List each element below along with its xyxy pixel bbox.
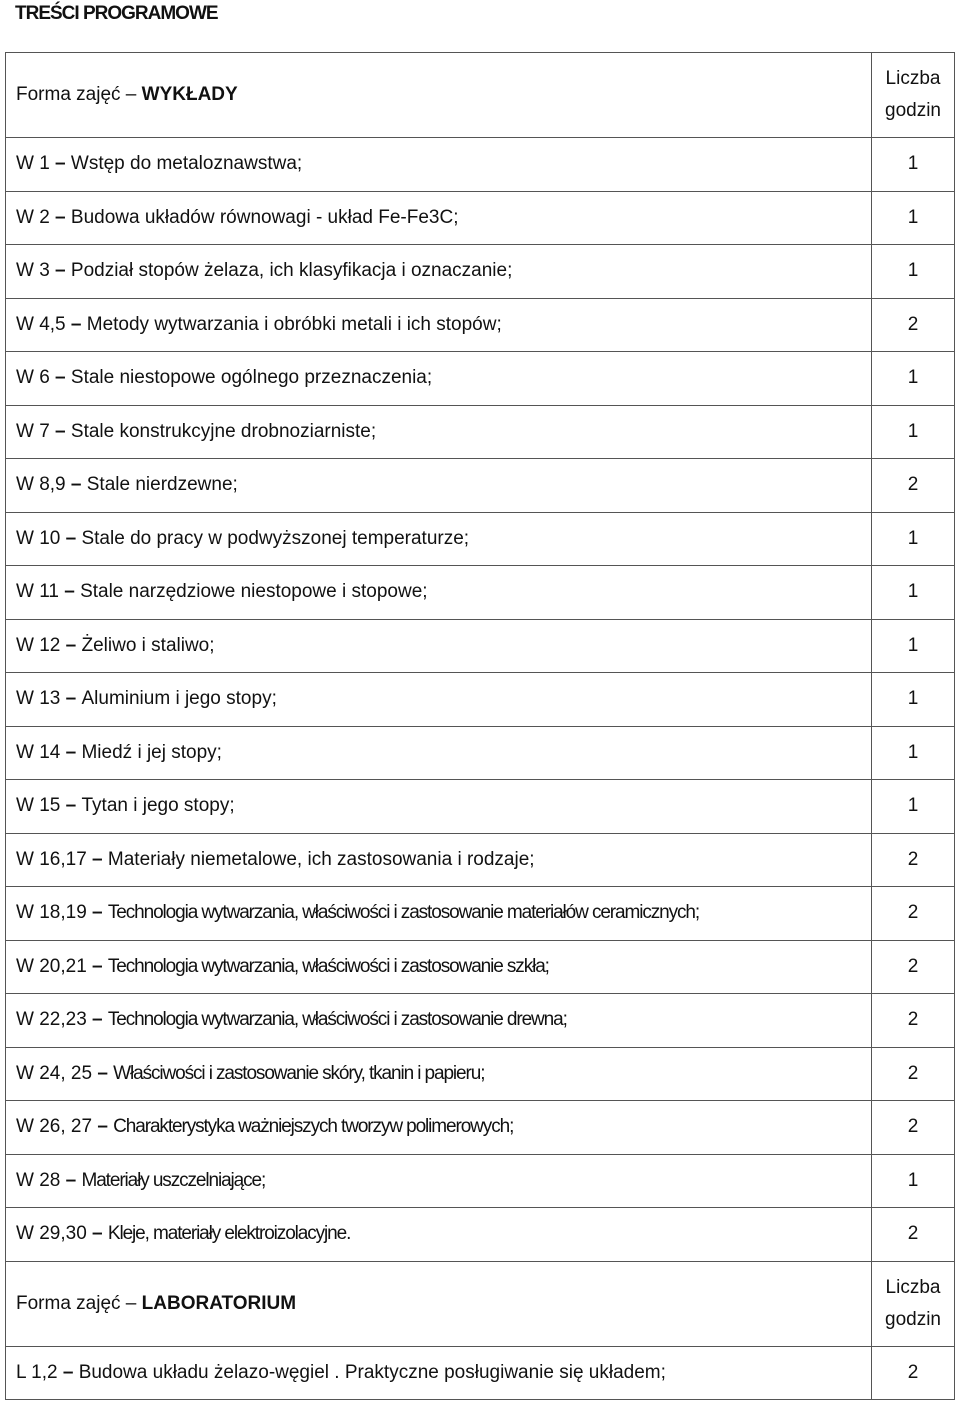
lecture-code: W 12	[16, 634, 61, 656]
form-value: WYKŁADY	[141, 84, 238, 105]
program-content-table	[5, 52, 955, 1400]
lecture-row	[6, 138, 955, 192]
lecture-topic: Aluminium i jego stopy;	[81, 688, 277, 710]
dash-separator: –	[60, 527, 82, 549]
dash-separator: –	[49, 367, 71, 389]
laboratory-topic-cell	[6, 1346, 872, 1400]
lecture-hours: 2	[872, 940, 955, 994]
lecture-topic: Właściwości i zastosowanie skóry, tkanin i papieru;	[113, 1062, 485, 1084]
lecture-topic: Technologia wytwarzania, właściwości i zastosowanie drewna;	[107, 1009, 567, 1031]
lecture-topic-cell	[6, 352, 872, 406]
lecture-topic: Tytan i jego stopy;	[81, 795, 235, 817]
lecture-code: W 28	[16, 1169, 61, 1191]
dash-separator: –	[65, 313, 87, 335]
lecture-row	[6, 887, 955, 941]
lecture-topic-cell	[6, 1101, 872, 1155]
lecture-topic: Stale do pracy w podwyższonej temperaturze;	[81, 527, 470, 549]
lecture-topic-cell	[6, 994, 872, 1048]
lecture-code: W 8,9	[16, 474, 66, 496]
dash-separator: –	[86, 1223, 108, 1245]
laboratory-hours: 2	[872, 1346, 955, 1400]
laboratory-form-cell	[6, 1261, 872, 1346]
dash-separator: –	[60, 634, 82, 656]
lecture-topic: Stale nierdzewne;	[86, 474, 238, 496]
dash-separator: –	[92, 1062, 114, 1084]
lecture-hours: 1	[872, 191, 955, 245]
lecture-hours: 2	[872, 994, 955, 1048]
lecture-row	[6, 619, 955, 673]
lecture-row	[6, 245, 955, 299]
section-heading: TREŚCI PROGRAMOWE	[15, 3, 218, 24]
lecture-code: W 7	[16, 420, 50, 442]
lecture-hours: 1	[872, 726, 955, 780]
lecture-topic-cell	[6, 726, 872, 780]
hours-header-line2: godzin	[885, 100, 941, 121]
lecture-row	[6, 1154, 955, 1208]
lecture-topic-cell	[6, 887, 872, 941]
dash-separator: –	[49, 206, 71, 228]
lecture-hours: 2	[872, 1101, 955, 1155]
lecture-topic-cell	[6, 1047, 872, 1101]
laboratory-topic: Budowa układu żelazo-węgiel . Praktyczne posługiwanie się układem;	[78, 1361, 666, 1383]
lecture-topic: Kleje, materiały elektroizolacyjne.	[107, 1223, 351, 1245]
hours-header-cell	[872, 1261, 955, 1346]
lecture-hours: 1	[872, 566, 955, 620]
lecture-hours: 1	[872, 512, 955, 566]
lecture-row	[6, 780, 955, 834]
lecture-row	[6, 833, 955, 887]
lecture-row	[6, 1101, 955, 1155]
lecture-code: W 3	[16, 260, 50, 282]
dash-separator: –	[86, 848, 108, 870]
lecture-form-cell	[6, 53, 872, 138]
lecture-hours: 2	[872, 887, 955, 941]
dash-separator: –	[49, 420, 71, 442]
lecture-row	[6, 1208, 955, 1262]
lecture-topic-cell	[6, 512, 872, 566]
form-label: Forma zajęć –	[16, 84, 142, 105]
lecture-topic-cell	[6, 245, 872, 299]
lecture-topic: Budowa układów równowagi - układ Fe-Fe3C;	[70, 206, 459, 228]
lecture-topic-cell	[6, 566, 872, 620]
lecture-topic-cell	[6, 298, 872, 352]
dash-separator: –	[60, 741, 82, 763]
lecture-row	[6, 673, 955, 727]
laboratory-row	[6, 1346, 955, 1400]
dash-separator: –	[49, 153, 71, 175]
lecture-topic-cell	[6, 1154, 872, 1208]
lecture-hours: 2	[872, 1047, 955, 1101]
laboratory-code: L 1,2	[16, 1361, 58, 1383]
lecture-topic: Stale narzędziowe niestopowe i stopowe;	[80, 581, 428, 603]
dash-separator: –	[58, 581, 81, 603]
dash-separator: –	[86, 1009, 108, 1031]
lecture-code: W 4,5	[16, 313, 66, 335]
lecture-topic-cell	[6, 459, 872, 513]
lecture-code: W 26, 27	[16, 1116, 93, 1138]
lecture-topic: Stale niestopowe ogólnego przeznaczenia;	[70, 367, 433, 389]
hours-header-line1: Liczba	[885, 68, 941, 89]
lecture-hours: 1	[872, 1154, 955, 1208]
lecture-hours: 1	[872, 673, 955, 727]
lecture-topic-cell	[6, 780, 872, 834]
lecture-topic: Technologia wytwarzania, właściwości i zastosowanie materiałów ceramicznych;	[107, 902, 700, 924]
form-value: LABORATORIUM	[141, 1292, 297, 1314]
lecture-row	[6, 459, 955, 513]
lecture-topic: Podział stopów żelaza, ich klasyfikacja i oznaczanie;	[70, 260, 513, 282]
lecture-code: W 22,23	[16, 1009, 87, 1031]
lecture-code: W 18,19	[16, 902, 87, 924]
lecture-code: W 10	[16, 527, 61, 549]
lecture-topic: Materiały uszczelniające;	[81, 1169, 266, 1191]
lecture-code: W 16,17	[16, 848, 87, 870]
lecture-row	[6, 352, 955, 406]
dash-separator: –	[49, 260, 71, 282]
dash-separator: –	[60, 1169, 82, 1191]
lecture-row	[6, 994, 955, 1048]
lecture-topic: Technologia wytwarzania, właściwości i zastosowanie szkła;	[107, 955, 549, 977]
lecture-code: W 14	[16, 741, 61, 763]
lecture-topic-cell	[6, 138, 872, 192]
lecture-hours: 1	[872, 138, 955, 192]
lecture-topic: Metody wytwarzania i obróbki metali i ich stopów;	[86, 313, 502, 335]
lecture-topic: Wstęp do metaloznawstwa;	[70, 153, 303, 175]
lecture-row	[6, 940, 955, 994]
lecture-topic-cell	[6, 405, 872, 459]
lecture-row	[6, 566, 955, 620]
lecture-topic-cell	[6, 833, 872, 887]
lecture-topic-cell	[6, 673, 872, 727]
lecture-topic: Materiały niemetalowe, ich zastosowania i rodzaje;	[107, 848, 535, 870]
lecture-code: W 1	[16, 153, 50, 175]
lecture-hours: 2	[872, 1208, 955, 1262]
lecture-code: W 2	[16, 206, 50, 228]
laboratory-header-row	[6, 1261, 955, 1346]
lecture-code: W 13	[16, 688, 61, 710]
lecture-hours: 1	[872, 245, 955, 299]
lecture-topic-cell	[6, 1208, 872, 1262]
lecture-row	[6, 405, 955, 459]
lecture-header-row	[6, 53, 955, 138]
lecture-row	[6, 298, 955, 352]
lecture-topic: Miedź i jej stopy;	[81, 741, 222, 763]
lecture-code: W 29,30	[16, 1223, 87, 1245]
form-label: Forma zajęć –	[16, 1292, 142, 1314]
lecture-row	[6, 1047, 955, 1101]
lecture-topic: Charakterystyka ważniejszych tworzyw polimerowych;	[113, 1116, 514, 1138]
lecture-row	[6, 512, 955, 566]
lecture-hours: 1	[872, 619, 955, 673]
lecture-topic-cell	[6, 191, 872, 245]
hours-header-cell	[872, 53, 955, 138]
dash-separator: –	[65, 474, 87, 496]
lecture-row	[6, 191, 955, 245]
lecture-hours: 2	[872, 459, 955, 513]
dash-separator: –	[86, 955, 108, 977]
dash-separator: –	[86, 902, 108, 924]
lecture-code: W 11	[16, 581, 59, 603]
lecture-hours: 1	[872, 352, 955, 406]
lecture-topic-cell	[6, 619, 872, 673]
lecture-hours: 1	[872, 780, 955, 834]
lecture-topic: Stale konstrukcyjne drobnoziarniste;	[70, 420, 377, 442]
lecture-hours: 2	[872, 298, 955, 352]
lecture-hours: 1	[872, 405, 955, 459]
lecture-code: W 15	[16, 795, 61, 817]
hours-header-line2: godzin	[885, 1308, 941, 1330]
lecture-row	[6, 726, 955, 780]
lecture-topic-cell	[6, 940, 872, 994]
dash-separator: –	[60, 688, 82, 710]
lecture-hours: 2	[872, 833, 955, 887]
dash-separator: –	[57, 1361, 79, 1383]
lecture-code: W 20,21	[16, 955, 87, 977]
hours-header-line1: Liczba	[885, 1276, 941, 1298]
lecture-code: W 6	[16, 367, 50, 389]
lecture-topic: Żeliwo i staliwo;	[81, 634, 215, 656]
lecture-code: W 24, 25	[16, 1062, 93, 1084]
dash-separator: –	[60, 795, 82, 817]
dash-separator: –	[92, 1116, 114, 1138]
